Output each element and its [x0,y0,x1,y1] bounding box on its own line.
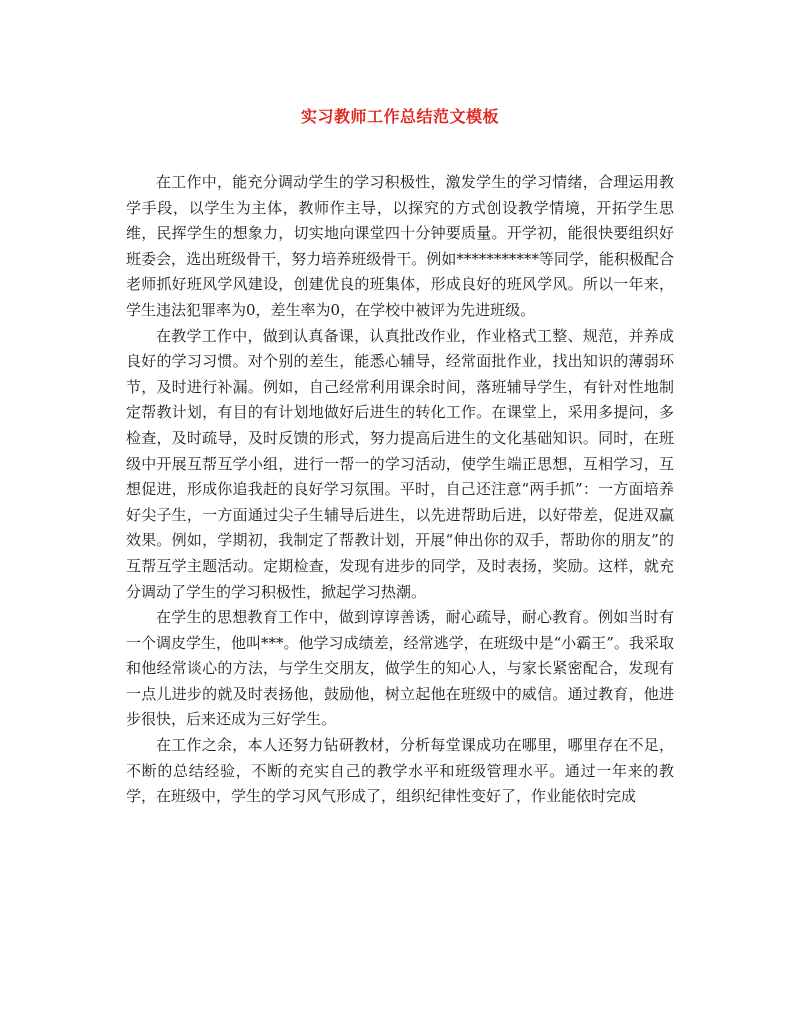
document-body [126,170,674,810]
paragraph-2: 在教学工作中，做到认真备课，认真批改作业，作业格式工整、规范，并养成良好的学习习惯。对个别的差生，能悉心辅导，经常面批作业，找出知识的薄弱环节，及时进行补漏。例如，自己经常利用课余时间，落班辅导学生，有针对性地制定帮教计划，有目的有计划地做好后进生的转化工作。在课堂上，采用多提问，多检查，及时疏导，及时反馈的形式，努力提高后进生的文化基础知识。同时，在班级中开展互帮互学小组，进行一帮一的学习活动，使学生端正思想，互相学习，互想促进，形成你追我赶的良好学习氛围。平时，自己还注意“两手抓”：一方面培养好尖子生，一方面通过尖子生辅导后进生，以先进帮助后进，以好带差，促进双赢效果。例如，学期初，我制定了帮教计划，开展“伸出你的双手，帮助你的朋友”的互帮互学主题活动。定期检查，发现有进步的同学，及时表扬，奖励。这样，就充分调动了学生的学习积极性，掀起学习热潮。 [126,326,674,601]
paragraph-4: 在工作之余，本人还努力钻研教材，分析每堂课成功在哪里，哪里存在不足，不断的总结经验，不断的充实自己的教学水平和班级管理水平。通过一年来的教学，在班级中，学生的学习风气形成了，组织纪律性变好了，作业能依时完成 [126,736,674,806]
paragraph-3: 在学生的思想教育工作中，做到谆谆善诱，耐心疏导，耐心教育。例如当时有一个调皮学生，他叫***。他学习成绩差，经常逃学，在班级中是“小霸王”。我采取和他经常谈心的方法，与学生交朋友，做学生的知心人，与家长紧密配合，发现有一点儿进步的就及时表扬他，鼓励他，树立起他在班级中的威信。通过教育，他进步很快，后来还成为三好学生。 [126,608,674,729]
paragraph-1: 在工作中，能充分调动学生的学习积极性，激发学生的学习情绪，合理运用教学手段，以学生为主体，教师作主导，以探究的方式创设教学情境，开拓学生思维，民挥学生的想象力，切实地向课堂四十分钟要质量。开学初，能很快要组织好班委会，选出班级骨干，努力培养班级骨干。例如***********等同学，能积极配合老师抓好班风学风建设，创建优良的班集体，形成良好的班风学风。所以一年来，学生违法犯罪率为0，差生率为0，在学校中被评为先进班级。 [126,173,674,319]
document-title: 实习教师工作总结范文模板 [300,107,499,126]
